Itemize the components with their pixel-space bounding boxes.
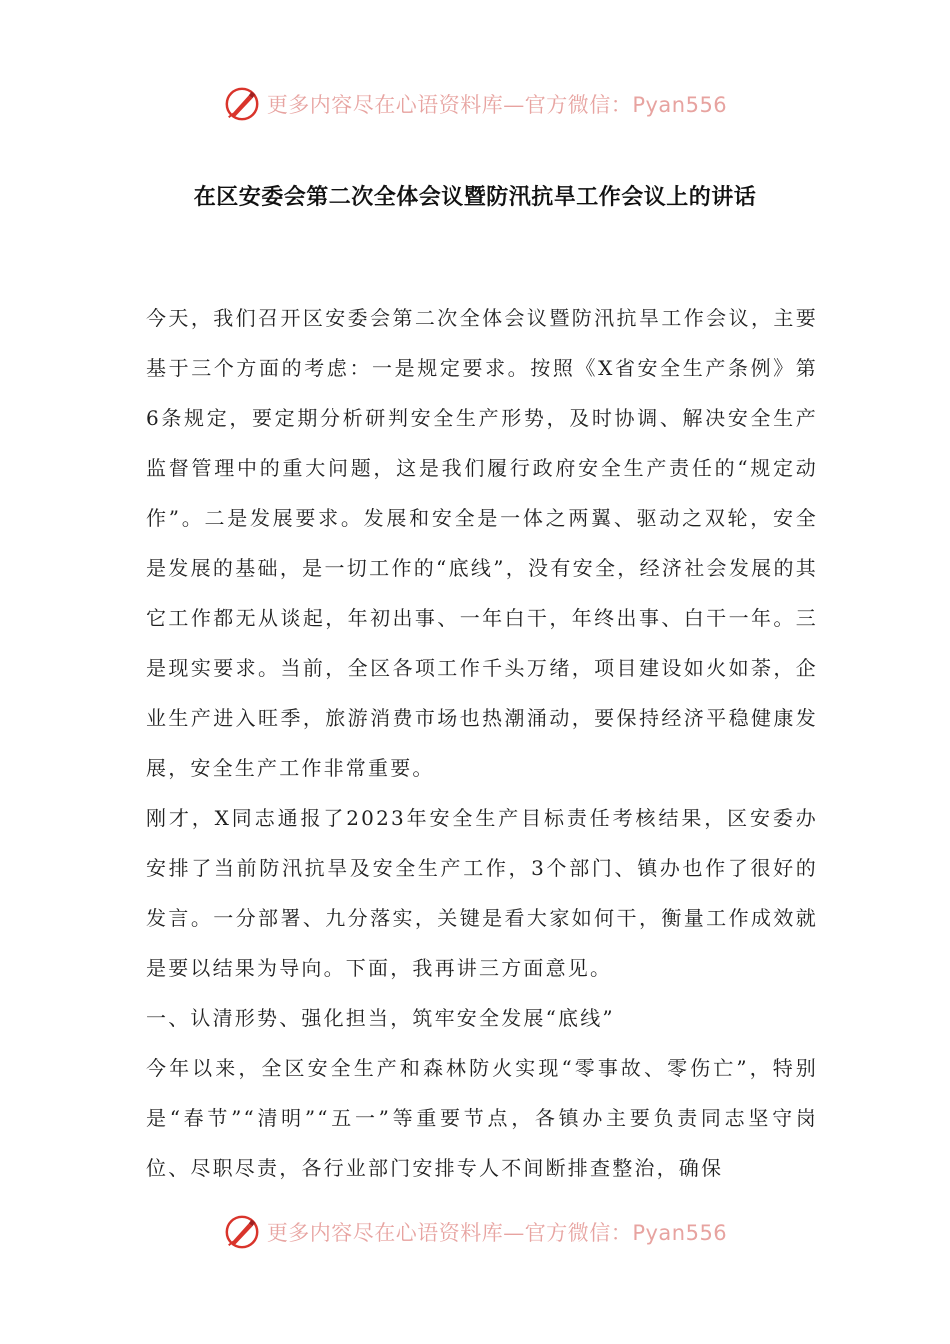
footer-banner-handle: Pyan556	[632, 1221, 728, 1245]
paragraph-3: 今年以来，全区安全生产和森林防火实现“零事故、零伤亡”，特别是“春节”“清明”“五一”等重要节点，各镇办主要负责同志坚守岗位、尽职尽责，各行业部门安排专人不间断排查整治，确保	[146, 1056, 818, 1180]
document-body	[146, 293, 818, 1193]
footer-banner-label: 更多内容尽在心语资料库—官方微信：	[266, 1221, 633, 1245]
section-heading-1: 一、认清形势、强化担当，筑牢安全发展“底线”	[146, 1006, 615, 1030]
footer-banner	[0, 1210, 950, 1254]
pen-circle-logo-icon	[223, 85, 261, 123]
header-banner-text	[267, 89, 727, 119]
paragraph-2: 刚才，X同志通报了2023年安全生产目标责任考核结果，区安委办安排了当前防汛抗旱及安全生产工作，3个部门、镇办也作了很好的发言。一分部署、九分落实，关键是看大家如何干，衡量工作成效就是要以结果为导向。下面，我再讲三方面意见。	[146, 806, 818, 980]
pen-circle-logo-icon	[223, 1213, 261, 1251]
footer-banner-text	[267, 1217, 727, 1247]
header-banner-handle: Pyan556	[632, 93, 728, 117]
document-title: 在区安委会第二次全体会议暨防汛抗旱工作会议上的讲话	[193, 185, 757, 210]
header-banner-label: 更多内容尽在心语资料库—官方微信：	[266, 93, 633, 117]
header-banner	[0, 82, 950, 126]
paragraph-1: 今天，我们召开区安委会第二次全体会议暨防汛抗旱工作会议，主要基于三个方面的考虑：一是规定要求。按照《X省安全生产条例》第6条规定，要定期分析研判安全生产形势，及时协调、解决安全生产监督管理中的重大问题，这是我们履行政府安全生产责任的“规定动作”。二是发展要求。发展和安全是一体之两翼、驱动之双轮，安全是发展的基础，是一切工作的“底线”，没有安全，经济社会发展的其它工作都无从谈起，年初出事、一年白干，年终出事、白干一年。三是现实要求。当前，全区各项工作千头万绪，项目建设如火如荼，企业生产进入旺季，旅游消费市场也热潮涌动，要保持经济平稳健康发展，安全生产工作非常重要。	[146, 306, 818, 780]
